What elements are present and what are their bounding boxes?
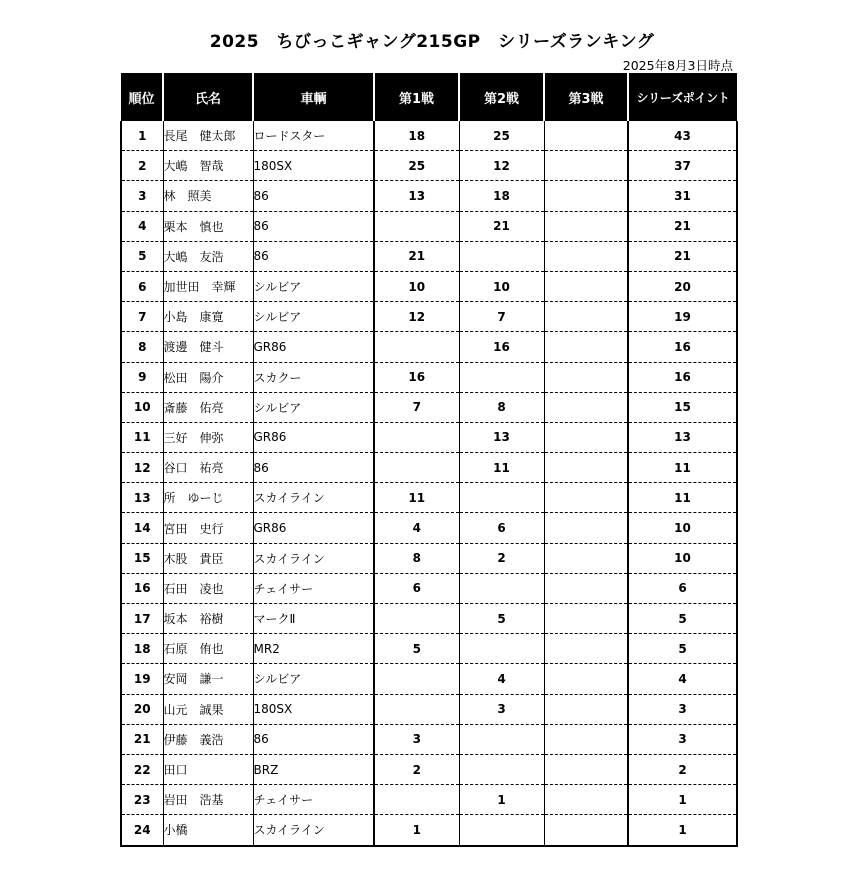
round-1-points-cell: 4 [374, 513, 459, 543]
car-cell: BRZ [253, 754, 374, 784]
driver-name-cell: 山元 誠果 [163, 694, 253, 724]
round-1-points-cell: 3 [374, 724, 459, 754]
rank-cell: 24 [121, 815, 163, 846]
driver-name-cell: 三好 伸弥 [163, 422, 253, 452]
driver-name-cell: 小島 康寛 [163, 302, 253, 332]
round-2-points-cell: 2 [459, 543, 544, 573]
round-2-points-cell: 6 [459, 513, 544, 543]
series-points-cell: 10 [628, 543, 737, 573]
table-row [121, 483, 737, 513]
round-3-points-cell [544, 362, 628, 392]
car-cell: シルビア [253, 664, 374, 694]
series-points-cell: 11 [628, 483, 737, 513]
round-1-points-cell [374, 694, 459, 724]
round-3-points-cell [544, 302, 628, 332]
series-points-cell: 5 [628, 634, 737, 664]
rank-cell: 4 [121, 211, 163, 241]
header-row [121, 73, 737, 121]
rank-cell: 2 [121, 151, 163, 181]
round-1-points-cell [374, 332, 459, 362]
driver-name-cell: 大嶋 智哉 [163, 151, 253, 181]
round-3-points-cell [544, 241, 628, 271]
round-3-points-cell [544, 513, 628, 543]
round-2-points-cell [459, 483, 544, 513]
table-row [121, 543, 737, 573]
as-of-date: 2025年8月3日時点 [622, 58, 733, 73]
rank-cell: 1 [121, 121, 163, 151]
car-cell: GR86 [253, 332, 374, 362]
table-row [121, 664, 737, 694]
round-3-points-cell [544, 573, 628, 603]
round-2-points-cell: 12 [459, 151, 544, 181]
table-row [121, 422, 737, 452]
round-3-points-cell [544, 121, 628, 151]
rank-cell: 15 [121, 543, 163, 573]
car-cell: チェイサー [253, 573, 374, 603]
round-3-points-cell [544, 151, 628, 181]
rank-cell: 23 [121, 785, 163, 815]
series-points-cell: 21 [628, 211, 737, 241]
round-2-points-cell [459, 634, 544, 664]
table-row [121, 362, 737, 392]
round-2-points-cell: 21 [459, 211, 544, 241]
round-1-points-cell: 11 [374, 483, 459, 513]
rank-cell: 14 [121, 513, 163, 543]
round-3-points-cell [544, 271, 628, 301]
series-points-cell: 11 [628, 453, 737, 483]
round-3-points-cell [544, 815, 628, 846]
page-title: 2025 ちびっこギャング215GP シリーズランキング [209, 32, 655, 52]
rank-cell: 20 [121, 694, 163, 724]
series-points-cell: 19 [628, 302, 737, 332]
series-points-cell: 21 [628, 241, 737, 271]
round-1-points-cell [374, 453, 459, 483]
driver-name-cell: 斎藤 佑亮 [163, 392, 253, 422]
driver-name-cell: 伊藤 義浩 [163, 724, 253, 754]
driver-name-cell: 石原 侑也 [163, 634, 253, 664]
round-2-points-cell: 18 [459, 181, 544, 211]
table-row [121, 573, 737, 603]
round-3-points-cell [544, 785, 628, 815]
round-3-points-cell [544, 664, 628, 694]
round-2-points-cell: 1 [459, 785, 544, 815]
car-cell: スカイライン [253, 815, 374, 846]
rank-cell: 13 [121, 483, 163, 513]
round-2-points-cell: 8 [459, 392, 544, 422]
car-cell: ロードスター [253, 121, 374, 151]
table-row [121, 604, 737, 634]
car-cell: シルビア [253, 302, 374, 332]
series-points-cell: 4 [628, 664, 737, 694]
round-3-points-cell [544, 634, 628, 664]
series-points-cell: 20 [628, 271, 737, 301]
driver-name-cell: 岩田 浩基 [163, 785, 253, 815]
header-rank: 順位 [121, 73, 163, 121]
round-1-points-cell: 25 [374, 151, 459, 181]
header-series-points: シリーズポイント [628, 73, 737, 121]
driver-name-cell: 石田 凌也 [163, 573, 253, 603]
car-cell: 86 [253, 211, 374, 241]
table-row [121, 241, 737, 271]
driver-name-cell: 渡邊 健斗 [163, 332, 253, 362]
series-points-cell: 31 [628, 181, 737, 211]
car-cell: GR86 [253, 513, 374, 543]
rank-cell: 21 [121, 724, 163, 754]
car-cell: 180SX [253, 151, 374, 181]
round-3-points-cell [544, 694, 628, 724]
header-round-1: 第1戦 [374, 73, 459, 121]
round-2-points-cell: 3 [459, 694, 544, 724]
car-cell: 86 [253, 181, 374, 211]
car-cell: マークⅡ [253, 604, 374, 634]
car-cell: GR86 [253, 422, 374, 452]
driver-name-cell: 大嶋 友浩 [163, 241, 253, 271]
round-3-points-cell [544, 604, 628, 634]
series-points-cell: 13 [628, 422, 737, 452]
header-round-3: 第3戦 [544, 73, 628, 121]
series-points-cell: 37 [628, 151, 737, 181]
series-points-cell: 43 [628, 121, 737, 151]
rank-cell: 7 [121, 302, 163, 332]
driver-name-cell: 木股 貴臣 [163, 543, 253, 573]
rank-cell: 16 [121, 573, 163, 603]
series-points-cell: 16 [628, 332, 737, 362]
round-1-points-cell: 6 [374, 573, 459, 603]
rank-cell: 3 [121, 181, 163, 211]
series-points-cell: 3 [628, 694, 737, 724]
round-2-points-cell: 11 [459, 453, 544, 483]
car-cell: 180SX [253, 694, 374, 724]
rank-cell: 11 [121, 422, 163, 452]
round-1-points-cell [374, 604, 459, 634]
header-name: 氏名 [163, 73, 253, 121]
round-3-points-cell [544, 483, 628, 513]
table-row [121, 724, 737, 754]
round-2-points-cell: 13 [459, 422, 544, 452]
round-1-points-cell: 16 [374, 362, 459, 392]
series-points-cell: 16 [628, 362, 737, 392]
round-1-points-cell: 5 [374, 634, 459, 664]
car-cell: 86 [253, 724, 374, 754]
series-points-cell: 2 [628, 754, 737, 784]
rank-cell: 5 [121, 241, 163, 271]
round-1-points-cell [374, 211, 459, 241]
round-1-points-cell: 13 [374, 181, 459, 211]
header-round-2: 第2戦 [459, 73, 544, 121]
driver-name-cell: 安岡 謙一 [163, 664, 253, 694]
driver-name-cell: 宮田 史行 [163, 513, 253, 543]
table-row [121, 815, 737, 846]
round-2-points-cell: 5 [459, 604, 544, 634]
header-car: 車輌 [253, 73, 374, 121]
driver-name-cell: 所 ゆーじ [163, 483, 253, 513]
table-row [121, 332, 737, 362]
table-row [121, 694, 737, 724]
round-2-points-cell: 4 [459, 664, 544, 694]
car-cell: スカイライン [253, 543, 374, 573]
table-row [121, 181, 737, 211]
table-row [121, 121, 737, 151]
round-3-points-cell [544, 724, 628, 754]
round-1-points-cell [374, 664, 459, 694]
round-3-points-cell [544, 332, 628, 362]
table-row [121, 392, 737, 422]
table-row [121, 785, 737, 815]
car-cell: シルビア [253, 392, 374, 422]
table-row [121, 211, 737, 241]
round-1-points-cell: 21 [374, 241, 459, 271]
rank-cell: 8 [121, 332, 163, 362]
rank-cell: 6 [121, 271, 163, 301]
driver-name-cell: 林 照美 [163, 181, 253, 211]
car-cell: シルビア [253, 271, 374, 301]
rank-cell: 12 [121, 453, 163, 483]
car-cell: 86 [253, 453, 374, 483]
round-3-points-cell [544, 392, 628, 422]
table-row [121, 302, 737, 332]
series-points-cell: 1 [628, 815, 737, 846]
round-1-points-cell: 18 [374, 121, 459, 151]
table-row [121, 271, 737, 301]
series-points-cell: 3 [628, 724, 737, 754]
car-cell: チェイサー [253, 785, 374, 815]
round-1-points-cell: 1 [374, 815, 459, 846]
rank-cell: 22 [121, 754, 163, 784]
car-cell: スカクー [253, 362, 374, 392]
series-points-cell: 1 [628, 785, 737, 815]
car-cell: 86 [253, 241, 374, 271]
driver-name-cell: 長尾 健太郎 [163, 121, 253, 151]
round-1-points-cell: 12 [374, 302, 459, 332]
rank-cell: 9 [121, 362, 163, 392]
series-points-cell: 15 [628, 392, 737, 422]
round-1-points-cell: 8 [374, 543, 459, 573]
table-row [121, 754, 737, 784]
round-3-points-cell [544, 211, 628, 241]
round-2-points-cell [459, 241, 544, 271]
round-2-points-cell [459, 815, 544, 846]
driver-name-cell: 小橋 [163, 815, 253, 846]
car-cell: スカイライン [253, 483, 374, 513]
table-row [121, 453, 737, 483]
driver-name-cell: 坂本 裕樹 [163, 604, 253, 634]
series-points-cell: 10 [628, 513, 737, 543]
round-3-points-cell [544, 422, 628, 452]
round-1-points-cell [374, 785, 459, 815]
ranking-table [120, 73, 738, 847]
car-cell: MR2 [253, 634, 374, 664]
driver-name-cell: 加世田 幸輝 [163, 271, 253, 301]
round-2-points-cell: 16 [459, 332, 544, 362]
round-2-points-cell: 25 [459, 121, 544, 151]
table-row [121, 634, 737, 664]
series-points-cell: 5 [628, 604, 737, 634]
driver-name-cell: 松田 陽介 [163, 362, 253, 392]
round-3-points-cell [544, 181, 628, 211]
driver-name-cell: 田口 [163, 754, 253, 784]
round-2-points-cell [459, 573, 544, 603]
table-row [121, 151, 737, 181]
driver-name-cell: 谷口 祐亮 [163, 453, 253, 483]
round-1-points-cell: 10 [374, 271, 459, 301]
rank-cell: 17 [121, 604, 163, 634]
round-1-points-cell: 7 [374, 392, 459, 422]
round-1-points-cell [374, 422, 459, 452]
rank-cell: 18 [121, 634, 163, 664]
round-2-points-cell [459, 362, 544, 392]
series-points-cell: 6 [628, 573, 737, 603]
round-1-points-cell: 2 [374, 754, 459, 784]
round-2-points-cell: 10 [459, 271, 544, 301]
round-3-points-cell [544, 754, 628, 784]
table-row [121, 513, 737, 543]
rank-cell: 10 [121, 392, 163, 422]
round-2-points-cell [459, 724, 544, 754]
driver-name-cell: 栗本 慎也 [163, 211, 253, 241]
round-2-points-cell [459, 754, 544, 784]
round-3-points-cell [544, 453, 628, 483]
round-2-points-cell: 7 [459, 302, 544, 332]
round-3-points-cell [544, 543, 628, 573]
rank-cell: 19 [121, 664, 163, 694]
